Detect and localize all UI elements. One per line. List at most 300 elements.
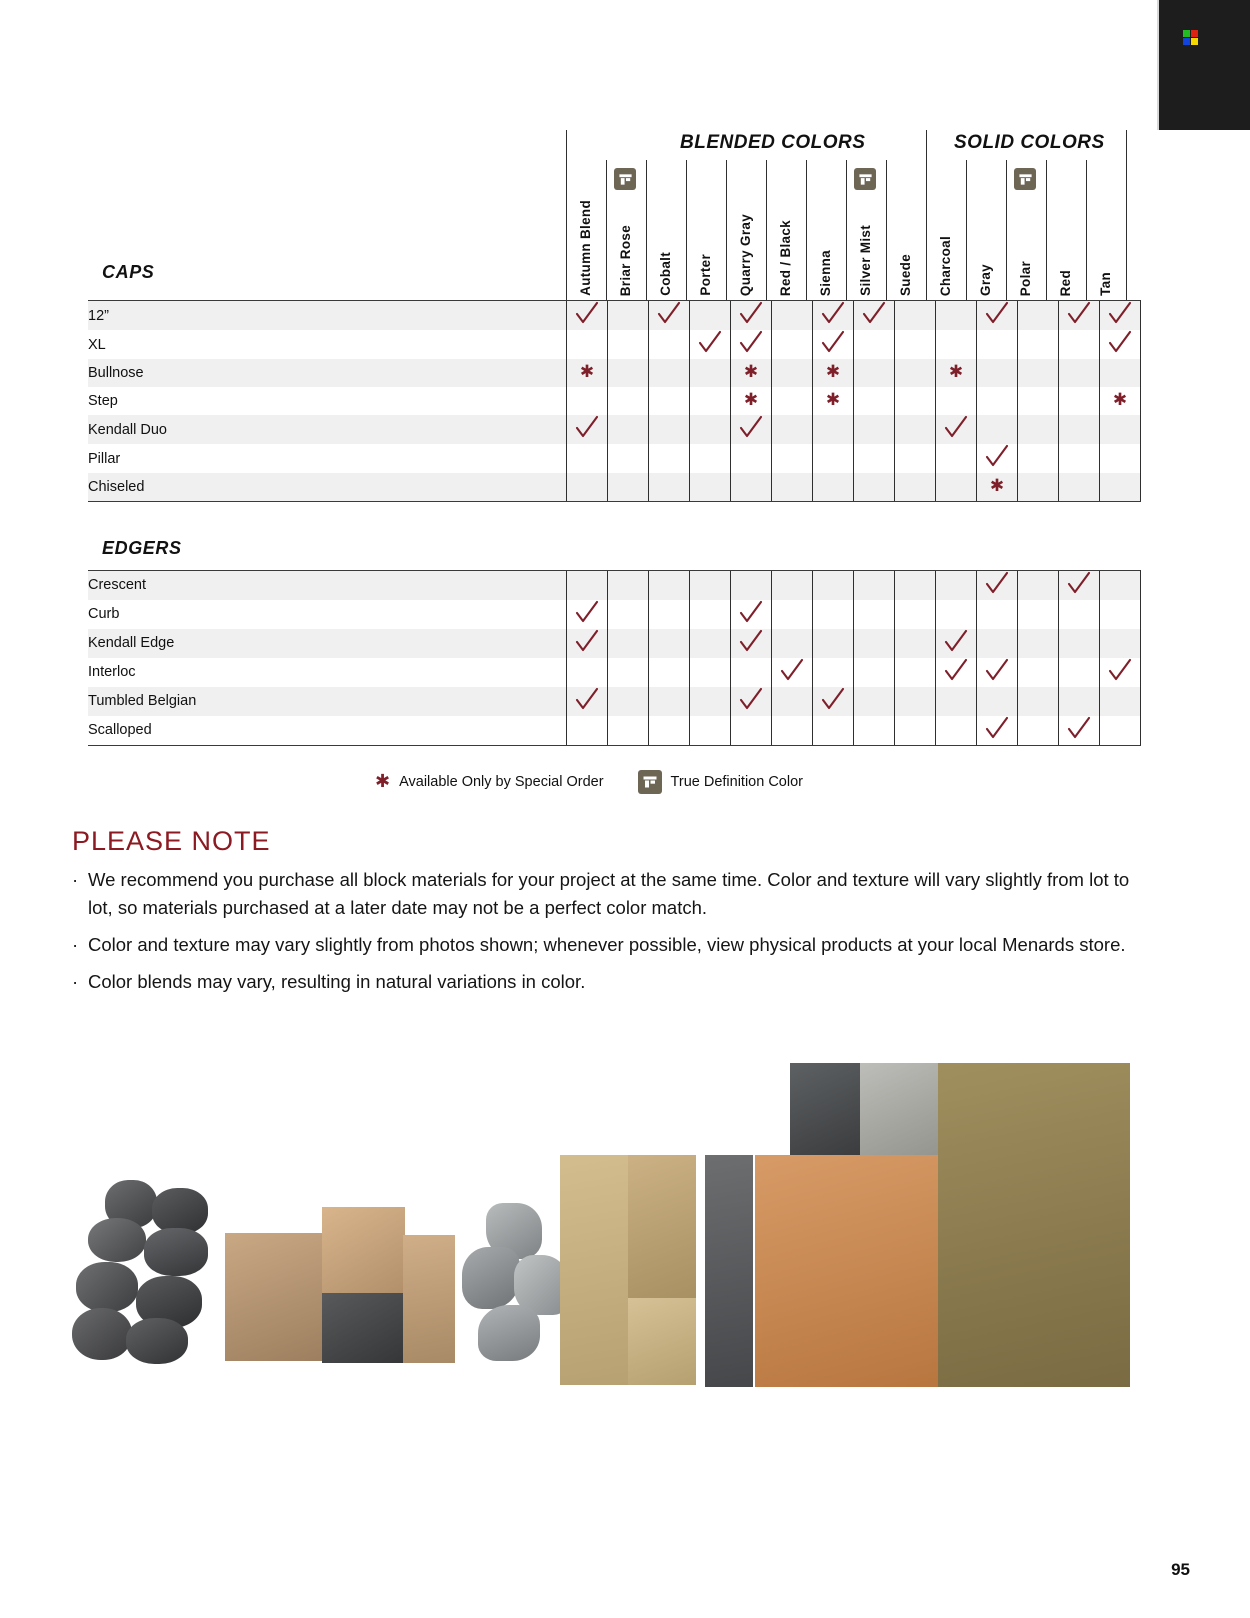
- matrix-cell: [936, 687, 977, 716]
- matrix-cell: [690, 629, 731, 658]
- matrix-cell: [1100, 444, 1141, 473]
- column-header-cobalt: Cobalt: [658, 252, 673, 296]
- column-divider: [846, 160, 847, 300]
- matrix-cell: [772, 330, 813, 359]
- matrix-cell: [567, 359, 608, 387]
- table-row: [88, 359, 1141, 387]
- column-divider: [646, 160, 647, 300]
- table-row: [88, 330, 1141, 359]
- check-icon: [1066, 301, 1092, 325]
- note-bullet: ·: [72, 934, 79, 956]
- matrix-cell: [1018, 716, 1059, 746]
- matrix-cell: [936, 387, 977, 415]
- matrix-cell: [936, 716, 977, 746]
- section-gap: [88, 502, 1128, 570]
- matrix-cell: [1100, 687, 1141, 716]
- matrix-cell: [936, 301, 977, 331]
- matrix-cell: [608, 330, 649, 359]
- asterisk-icon: ✱: [743, 390, 759, 410]
- matrix-cell: [731, 687, 772, 716]
- paver-charcoal-block: [322, 1293, 405, 1363]
- matrix-cell: [895, 359, 936, 387]
- matrix-cell: [1018, 301, 1059, 331]
- column-header-silver-mist: Silver Mist: [858, 225, 873, 296]
- check-icon: [820, 301, 846, 325]
- matrix-header: [88, 130, 1128, 300]
- matrix-cell: [567, 687, 608, 716]
- asterisk-icon: ✱: [825, 390, 841, 410]
- matrix-cell: [567, 415, 608, 444]
- note-item: [72, 968, 1144, 996]
- true-definition-icon: [1014, 168, 1036, 190]
- check-icon: [1066, 571, 1092, 595]
- matrix-cell: [567, 600, 608, 629]
- matrix-cell: [977, 629, 1018, 658]
- check-icon: [738, 629, 764, 653]
- check-icon: [738, 415, 764, 439]
- product-photo: [60, 1055, 1170, 1385]
- matrix-cell: [772, 387, 813, 415]
- matrix-section: [88, 537, 1128, 746]
- matrix-cell: [895, 600, 936, 629]
- matrix-cell: [1059, 687, 1100, 716]
- matrix-cell: [608, 444, 649, 473]
- matrix-cell: [1059, 387, 1100, 415]
- check-icon: [574, 600, 600, 624]
- row-label: Interloc: [88, 664, 136, 680]
- matrix-cell: [936, 330, 977, 359]
- matrix-cell: [813, 387, 854, 415]
- matrix-cell: [977, 330, 1018, 359]
- group-header-blended: BLENDED COLORS: [680, 132, 866, 153]
- table-row: [88, 444, 1141, 473]
- matrix-cell: [854, 387, 895, 415]
- paver-tan-block: [322, 1207, 405, 1295]
- matrix-cell: [731, 716, 772, 746]
- matrix-cell: [772, 359, 813, 387]
- matrix-cell: [1059, 359, 1100, 387]
- matrix-cell: [1018, 473, 1059, 501]
- matrix-cell: [567, 330, 608, 359]
- matrix-cell: [608, 301, 649, 331]
- matrix-cell: [649, 444, 690, 473]
- matrix-cell: [649, 600, 690, 629]
- matrix-cell: [731, 600, 772, 629]
- matrix-cell: [1100, 330, 1141, 359]
- matrix-cell: [977, 716, 1018, 746]
- check-icon: [738, 330, 764, 354]
- legend-true-definition: [638, 770, 803, 794]
- matrix-cell: [731, 629, 772, 658]
- matrix-cell: [1059, 444, 1100, 473]
- column-divider: [686, 160, 687, 300]
- matrix-cell: [977, 301, 1018, 331]
- column-header-sienna: Sienna: [818, 249, 833, 296]
- check-icon: [574, 301, 600, 325]
- matrix-table: [88, 570, 1141, 746]
- matrix-cell: [567, 473, 608, 501]
- column-header-porter: Porter: [698, 254, 713, 296]
- matrix-cell: [977, 570, 1018, 600]
- paver-silver-block: [860, 1063, 940, 1155]
- cobble-cluster: [460, 1203, 570, 1363]
- matrix-cell: [649, 629, 690, 658]
- matrix-cell: [772, 687, 813, 716]
- matrix-cell: [1059, 301, 1100, 331]
- matrix-cell: [772, 473, 813, 501]
- matrix-cell: [690, 473, 731, 501]
- matrix-cell: [690, 716, 731, 746]
- check-icon: [984, 571, 1010, 595]
- table-row: [88, 716, 1141, 746]
- paver-olive-slab: [938, 1063, 1130, 1387]
- note-text: Color blends may vary, resulting in natural variations in color.: [88, 971, 586, 993]
- row-label: Step: [88, 393, 118, 409]
- matrix-cell: [1100, 629, 1141, 658]
- note-text: We recommend you purchase all block materials for your project at the same time. Color and texture will vary slightly from lot to lot, so materials purchased at a later date may not be a perfect color match.: [88, 869, 1130, 919]
- matrix-cell: [1100, 600, 1141, 629]
- matrix-cell: [895, 330, 936, 359]
- matrix-cell: [895, 570, 936, 600]
- matrix-cell: [731, 415, 772, 444]
- table-row: [88, 415, 1141, 444]
- true-definition-icon: [614, 168, 636, 190]
- matrix-cell: [1059, 330, 1100, 359]
- check-icon: [656, 301, 682, 325]
- legend-special-order-label: Available Only by Special Order: [399, 774, 604, 790]
- table-row: [88, 473, 1141, 501]
- matrix-cell: [813, 570, 854, 600]
- column-divider: [766, 160, 767, 300]
- column-divider: [1126, 130, 1127, 300]
- matrix-cell: [977, 600, 1018, 629]
- column-header-autumn-blend: Autumn Blend: [578, 200, 593, 296]
- matrix-cell: [690, 658, 731, 687]
- asterisk-icon: ✱: [825, 362, 841, 382]
- matrix-cell: [936, 473, 977, 501]
- matrix-cell: [649, 387, 690, 415]
- matrix-cell: [936, 629, 977, 658]
- matrix-cell: [854, 716, 895, 746]
- matrix-cell: [731, 387, 772, 415]
- column-divider: [566, 130, 567, 300]
- row-label: Scalloped: [88, 716, 567, 746]
- column-header-charcoal: Charcoal: [938, 235, 953, 296]
- matrix-cell: [1059, 600, 1100, 629]
- matrix-cell: [936, 444, 977, 473]
- check-icon: [820, 687, 846, 711]
- table-row: [88, 570, 1141, 600]
- matrix-cell: [690, 600, 731, 629]
- check-icon: [1107, 330, 1133, 354]
- matrix-cell: [854, 415, 895, 444]
- matrix-cell: [977, 415, 1018, 444]
- check-icon: [861, 301, 887, 325]
- matrix-cell: [936, 359, 977, 387]
- matrix-cell: [813, 600, 854, 629]
- matrix-cell: [854, 687, 895, 716]
- matrix-cell: [895, 415, 936, 444]
- matrix-cell: [813, 687, 854, 716]
- matrix-cell: [731, 330, 772, 359]
- check-icon: [574, 629, 600, 653]
- note-item: [72, 866, 1144, 922]
- matrix-cell: [608, 570, 649, 600]
- matrix-cell: [854, 330, 895, 359]
- matrix-cell: [731, 444, 772, 473]
- matrix-cell: [1018, 629, 1059, 658]
- stone-cluster: [70, 1180, 220, 1365]
- row-label: Chiseled: [88, 473, 567, 501]
- matrix-cell: [731, 473, 772, 501]
- paver-tan-block: [403, 1235, 455, 1363]
- check-icon: [779, 658, 805, 682]
- paver-terracotta-block: [755, 1155, 940, 1387]
- matrix-cell: [772, 301, 813, 331]
- matrix-cell: [690, 444, 731, 473]
- matrix-cell: [1059, 570, 1100, 600]
- matrix-cell: [854, 301, 895, 331]
- matrix-cell: [608, 600, 649, 629]
- matrix-cell: [895, 658, 936, 687]
- paver-sand-block: [628, 1298, 696, 1385]
- note-bullet: ·: [72, 869, 79, 890]
- matrix-cell: [1100, 473, 1141, 501]
- matrix-cell: [608, 415, 649, 444]
- column-divider: [1006, 160, 1007, 300]
- matrix-cell: [854, 629, 895, 658]
- matrix-cell: [977, 444, 1018, 473]
- matrix-cell: [813, 473, 854, 501]
- matrix-legend: [375, 770, 803, 794]
- table-row: [88, 658, 1141, 687]
- matrix-cell: [731, 359, 772, 387]
- matrix-cell: [1018, 658, 1059, 687]
- column-divider: [966, 160, 967, 300]
- matrix-cell: [1059, 658, 1100, 687]
- row-label: Kendall Edge: [88, 629, 567, 658]
- matrix-cell: [608, 687, 649, 716]
- paver-sand-block: [628, 1155, 696, 1300]
- page-side-tab: [1157, 0, 1250, 130]
- true-definition-icon: [854, 168, 876, 190]
- matrix-cell: [690, 687, 731, 716]
- please-note-list: [72, 866, 1144, 1005]
- matrix-cell: [772, 658, 813, 687]
- check-icon: [1066, 716, 1092, 740]
- table-row: [88, 387, 1141, 415]
- matrix-cell: [854, 600, 895, 629]
- asterisk-icon: ✱: [579, 362, 595, 382]
- matrix-cell: [854, 658, 895, 687]
- matrix-cell: [772, 629, 813, 658]
- table-row: [88, 687, 1141, 716]
- matrix-cell: [895, 473, 936, 501]
- matrix-cell: [1100, 301, 1141, 331]
- matrix-cell: [1018, 415, 1059, 444]
- group-header-solid: SOLID COLORS: [954, 132, 1105, 153]
- matrix-cell: [895, 716, 936, 746]
- matrix-cell: [895, 629, 936, 658]
- row-label: Bullnose: [88, 359, 567, 387]
- row-label: 12”: [88, 301, 567, 331]
- matrix-cell: [895, 444, 936, 473]
- matrix-cell: [1100, 359, 1141, 387]
- matrix-cell: [936, 570, 977, 600]
- row-label: Kendall Duo: [88, 415, 567, 444]
- legend-true-definition-label: True Definition Color: [670, 774, 803, 790]
- column-header-polar: Polar: [1018, 260, 1033, 296]
- paver-charcoal-block: [790, 1063, 862, 1155]
- row-label: XL: [88, 336, 106, 353]
- matrix-cell: [813, 658, 854, 687]
- matrix-cell: [813, 716, 854, 746]
- check-icon: [738, 687, 764, 711]
- matrix-cell: [936, 658, 977, 687]
- matrix-cell: [813, 444, 854, 473]
- column-divider: [1086, 160, 1087, 300]
- matrix-cell: [1059, 716, 1100, 746]
- matrix-cell: [608, 658, 649, 687]
- check-icon: [984, 716, 1010, 740]
- matrix-cell: [813, 330, 854, 359]
- check-icon: [738, 600, 764, 624]
- legend-special-order: [375, 773, 604, 791]
- row-label: Crescent: [88, 570, 567, 600]
- row-label: Curb: [88, 606, 120, 622]
- matrix-cell: [772, 570, 813, 600]
- brand-logo-icon: [1183, 30, 1198, 45]
- matrix-cell: [649, 687, 690, 716]
- column-header-gray: Gray: [978, 264, 993, 296]
- note-item: [72, 931, 1144, 959]
- matrix-cell: [690, 330, 731, 359]
- asterisk-icon: ✱: [1112, 390, 1128, 410]
- matrix-cell: [608, 387, 649, 415]
- asterisk-icon: ✱: [989, 475, 1005, 496]
- matrix-cell: [608, 716, 649, 746]
- matrix-cell: [854, 570, 895, 600]
- section-title-edgers: EDGERS: [102, 537, 182, 558]
- matrix-cell: [1100, 716, 1141, 746]
- matrix-cell: [567, 387, 608, 415]
- matrix-cell: [813, 359, 854, 387]
- matrix-cell: [895, 687, 936, 716]
- matrix-table: [88, 300, 1141, 502]
- column-header-tan: Tan: [1098, 272, 1113, 296]
- matrix-cell: [649, 658, 690, 687]
- matrix-cell: [1018, 359, 1059, 387]
- matrix-cell: [813, 415, 854, 444]
- matrix-cell: [731, 301, 772, 331]
- matrix-cell: [649, 359, 690, 387]
- matrix-cell: [936, 415, 977, 444]
- matrix-cell: [690, 301, 731, 331]
- check-icon: [943, 629, 969, 653]
- matrix-cell: [1100, 658, 1141, 687]
- please-note-heading: PLEASE NOTE: [72, 826, 271, 856]
- check-icon: [574, 687, 600, 711]
- note-bullet: ·: [72, 971, 79, 993]
- matrix-cell: [608, 629, 649, 658]
- matrix-cell: [977, 359, 1018, 387]
- matrix-cell: [854, 444, 895, 473]
- matrix-cell: [854, 473, 895, 501]
- matrix-cell: [977, 687, 1018, 716]
- column-header-suede: Suede: [898, 253, 913, 296]
- check-icon: [1107, 301, 1133, 325]
- matrix-cell: [1059, 473, 1100, 501]
- matrix-cell: [1059, 415, 1100, 444]
- row-label: Tumbled Belgian: [88, 687, 567, 716]
- asterisk-icon: ✱: [375, 771, 391, 792]
- column-header-red: Red: [1058, 269, 1073, 296]
- paver-gray-slim-block: [705, 1155, 753, 1387]
- true-definition-icon: [638, 770, 662, 794]
- matrix-cell: [567, 658, 608, 687]
- check-icon: [738, 301, 764, 325]
- matrix-cell: [567, 716, 608, 746]
- check-icon: [697, 330, 723, 354]
- column-divider: [806, 160, 807, 300]
- check-icon: [943, 415, 969, 439]
- matrix-cell: [1018, 687, 1059, 716]
- matrix-cell: [1059, 629, 1100, 658]
- matrix-cell: [649, 301, 690, 331]
- asterisk-icon: ✱: [948, 362, 964, 382]
- matrix-cell: [977, 658, 1018, 687]
- matrix-cell: [772, 600, 813, 629]
- paver-sand-block: [560, 1155, 630, 1385]
- column-header-red-black: Red / Black: [778, 219, 793, 296]
- asterisk-icon: ✱: [743, 362, 759, 382]
- matrix-cell: [1018, 387, 1059, 415]
- matrix-cell: [649, 330, 690, 359]
- table-row: [88, 600, 1141, 629]
- column-divider: [926, 130, 927, 300]
- matrix-cell: [567, 570, 608, 600]
- matrix-cell: [1018, 570, 1059, 600]
- check-icon: [574, 415, 600, 439]
- column-divider: [606, 160, 607, 300]
- matrix-cell: [690, 359, 731, 387]
- matrix-cell: [649, 716, 690, 746]
- matrix-cell: [1100, 570, 1141, 600]
- column-divider: [726, 160, 727, 300]
- check-icon: [984, 301, 1010, 325]
- matrix-cell: [813, 629, 854, 658]
- matrix-cell: [608, 473, 649, 501]
- table-row: [88, 301, 1141, 331]
- matrix-cell: [772, 415, 813, 444]
- matrix-cell: [977, 473, 1018, 501]
- matrix-cell: [813, 301, 854, 331]
- matrix-cell: [690, 570, 731, 600]
- page-number: 95: [1171, 1560, 1190, 1579]
- matrix-cell: [1018, 330, 1059, 359]
- column-divider: [886, 160, 887, 300]
- paver-tan-block: [225, 1233, 325, 1361]
- table-row: [88, 629, 1141, 658]
- column-divider: [1046, 160, 1047, 300]
- color-availability-matrix: [88, 130, 1128, 746]
- matrix-cell: [936, 600, 977, 629]
- matrix-cell: [1100, 387, 1141, 415]
- check-icon: [984, 444, 1010, 468]
- check-icon: [1107, 658, 1133, 682]
- column-header-briar-rose: Briar Rose: [618, 224, 633, 296]
- matrix-cell: [649, 415, 690, 444]
